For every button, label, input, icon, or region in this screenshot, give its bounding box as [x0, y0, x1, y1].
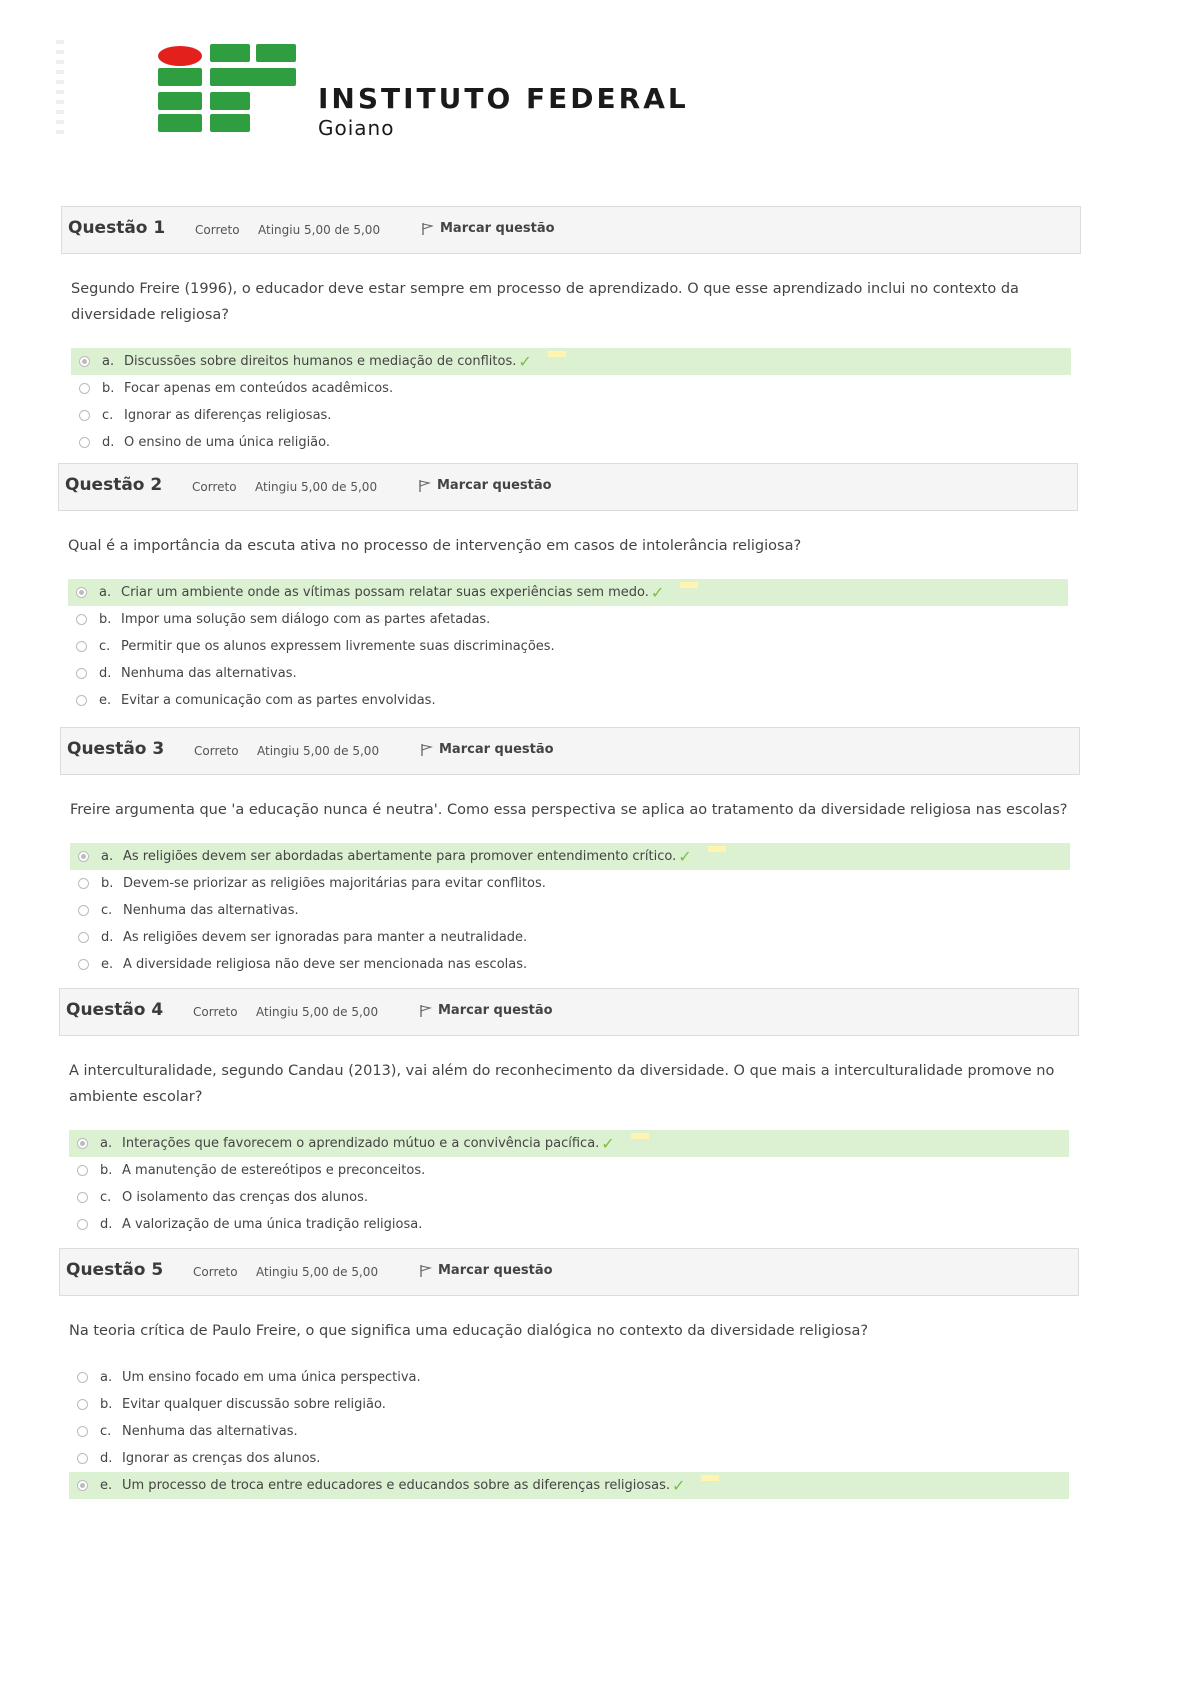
question-text: A interculturalidade, segundo Candau (2013), vai além do reconhecimento da diversidade. O que mais a interculturalidade promove no ambiente escolar? — [69, 1063, 1055, 1105]
answer-option[interactable] — [71, 348, 1071, 375]
answer-option[interactable] — [71, 375, 1071, 402]
radio-button[interactable] — [76, 668, 87, 679]
answer-option[interactable] — [71, 402, 1071, 429]
answer-option[interactable] — [71, 429, 1071, 456]
radio-button[interactable] — [78, 905, 89, 916]
option-text: Focar apenas em conteúdos acadêmicos. — [124, 381, 394, 396]
radio-button[interactable] — [77, 1399, 88, 1410]
option-letter: c. — [101, 903, 113, 918]
question-4 — [59, 988, 1079, 1238]
option-text: Permitir que os alunos expressem livremente suas discriminações. — [121, 639, 555, 654]
option-letter: e. — [101, 957, 114, 972]
answer-list — [58, 579, 1078, 714]
logo-mark-icon — [158, 44, 298, 132]
correct-check-icon: ✓ — [672, 1476, 686, 1495]
answer-option[interactable] — [68, 660, 1068, 687]
answer-option[interactable] — [69, 1211, 1069, 1238]
flag-question-button[interactable] — [420, 1263, 553, 1278]
flag-question-button[interactable] — [422, 221, 555, 236]
highlight-mark — [548, 351, 566, 357]
option-text: A diversidade religiosa não deve ser mencionada nas escolas. — [123, 957, 528, 972]
radio-button[interactable] — [77, 1165, 88, 1176]
radio-button[interactable] — [77, 1453, 88, 1464]
option-text: Nenhuma das alternativas. — [122, 1424, 298, 1439]
option-letter: e. — [99, 693, 112, 708]
answer-option[interactable] — [68, 579, 1068, 606]
radio-button[interactable] — [76, 641, 87, 652]
flag-icon — [422, 222, 434, 236]
option-text: Evitar qualquer discussão sobre religião. — [122, 1397, 386, 1412]
correct-check-icon: ✓ — [650, 583, 665, 602]
option-text: As religiões devem ser ignoradas para manter a neutralidade. — [123, 930, 528, 945]
flag-icon — [420, 1004, 432, 1018]
logo-subtitle: Goiano — [318, 116, 395, 140]
question-status: Correto — [194, 744, 239, 758]
option-letter: a. — [102, 354, 115, 369]
option-letter: d. — [100, 1217, 113, 1232]
option-text: As religiões devem ser abordadas abertamente para promover entendimento crítico. — [123, 849, 677, 864]
question-number: Questão 4 — [66, 1000, 164, 1020]
option-text: Discussões sobre direitos humanos e mediação de conflitos. — [124, 354, 517, 369]
question-3 — [60, 727, 1080, 978]
option-letter: c. — [102, 408, 114, 423]
logo-title: INSTITUTO FEDERAL — [318, 82, 689, 115]
radio-button[interactable] — [79, 437, 90, 448]
flag-icon — [421, 743, 433, 757]
radio-button[interactable] — [76, 614, 87, 625]
question-grade: Atingiu 5,00 de 5,00 — [258, 223, 381, 237]
option-letter: d. — [99, 666, 112, 681]
answer-option[interactable] — [68, 633, 1068, 660]
option-letter: a. — [100, 1136, 113, 1151]
option-letter: b. — [100, 1397, 113, 1412]
highlight-mark — [701, 1475, 719, 1481]
option-letter: a. — [100, 1370, 113, 1385]
question-header — [59, 988, 1079, 1036]
answer-option[interactable] — [70, 897, 1070, 924]
option-text: Impor uma solução sem diálogo com as partes afetadas. — [121, 612, 491, 627]
correct-check-icon: ✓ — [518, 352, 532, 371]
radio-button[interactable] — [77, 1138, 88, 1149]
flag-question-label: Marcar questão — [438, 1003, 553, 1018]
option-letter: e. — [100, 1478, 113, 1493]
question-status: Correto — [195, 223, 240, 237]
flag-icon — [420, 1264, 432, 1278]
question-grade: Atingiu 5,00 de 5,00 — [256, 1005, 379, 1019]
answer-option[interactable] — [69, 1418, 1069, 1445]
option-text: Um processo de troca entre educadores e educandos sobre as diferenças religiosas. — [122, 1478, 671, 1493]
question-status: Correto — [192, 480, 237, 494]
question-text: Freire argumenta que 'a educação nunca é neutra'. Como essa perspectiva se aplica ao tratamento da diversidade religiosa nas escolas? — [70, 802, 1068, 818]
option-text: Evitar a comunicação com as partes envolvidas. — [121, 693, 436, 708]
radio-button[interactable] — [77, 1480, 88, 1491]
option-text: Nenhuma das alternativas. — [123, 903, 299, 918]
answer-list — [59, 1364, 1079, 1499]
option-letter: d. — [102, 435, 115, 450]
answer-list — [59, 1130, 1079, 1238]
flag-question-label: Marcar questão — [439, 742, 554, 757]
radio-button[interactable] — [76, 587, 87, 598]
question-5 — [59, 1248, 1079, 1499]
answer-option[interactable] — [68, 606, 1068, 633]
option-text: Devem-se priorizar as religiões majoritárias para evitar conflitos. — [123, 876, 546, 891]
option-text: Nenhuma das alternativas. — [121, 666, 297, 681]
question-status: Correto — [193, 1005, 238, 1019]
question-2 — [58, 463, 1078, 714]
answer-option[interactable] — [69, 1445, 1069, 1472]
question-1 — [61, 206, 1081, 456]
correct-check-icon: ✓ — [678, 847, 692, 866]
radio-button[interactable] — [79, 383, 90, 394]
option-text: Interações que favorecem o aprendizado mútuo e a convivência pacífica. — [122, 1136, 600, 1151]
radio-button[interactable] — [78, 878, 89, 889]
option-letter: c. — [100, 1190, 112, 1205]
radio-button[interactable] — [78, 932, 89, 943]
question-status: Correto — [193, 1265, 238, 1279]
radio-button[interactable] — [77, 1192, 88, 1203]
question-grade: Atingiu 5,00 de 5,00 — [257, 744, 380, 758]
highlight-mark — [631, 1133, 649, 1139]
option-text: Ignorar as diferenças religiosas. — [124, 408, 332, 423]
answer-option[interactable] — [68, 687, 1068, 714]
radio-button[interactable] — [79, 356, 90, 367]
question-header — [59, 1248, 1079, 1296]
option-text: O isolamento das crenças dos alunos. — [122, 1190, 368, 1205]
answer-option[interactable] — [70, 924, 1070, 951]
radio-button[interactable] — [77, 1372, 88, 1383]
radio-button[interactable] — [77, 1219, 88, 1230]
answer-option[interactable] — [69, 1157, 1069, 1184]
answer-option[interactable] — [69, 1130, 1069, 1157]
option-text: Um ensino focado em uma única perspectiva. — [122, 1370, 421, 1385]
option-letter: b. — [99, 612, 112, 627]
question-header — [60, 727, 1080, 775]
radio-button[interactable] — [78, 851, 89, 862]
question-number: Questão 1 — [68, 218, 166, 238]
answer-option[interactable] — [69, 1472, 1069, 1499]
question-text: Qual é a importância da escuta ativa no processo de intervenção em casos de intolerância religiosa? — [68, 538, 802, 554]
option-text: Criar um ambiente onde as vítimas possam relatar suas experiências sem medo. — [121, 585, 649, 600]
question-header — [58, 463, 1078, 511]
question-grade: Atingiu 5,00 de 5,00 — [256, 1265, 379, 1279]
option-letter: c. — [100, 1424, 112, 1439]
radio-button[interactable] — [78, 959, 89, 970]
question-number: Questão 2 — [65, 475, 163, 495]
option-text: O ensino de uma única religião. — [124, 435, 331, 450]
margin-artifact — [56, 40, 64, 140]
option-letter: d. — [101, 930, 114, 945]
question-text: Segundo Freire (1996), o educador deve estar sempre em processo de aprendizado. O que esse aprendizado inclui no contexto da diversidade religiosa? — [71, 281, 1019, 323]
question-grade: Atingiu 5,00 de 5,00 — [255, 480, 378, 494]
option-letter: b. — [102, 381, 115, 396]
answer-option[interactable] — [69, 1364, 1069, 1391]
flag-question-label: Marcar questão — [437, 478, 552, 493]
radio-button[interactable] — [77, 1426, 88, 1437]
option-letter: b. — [100, 1163, 113, 1178]
flag-question-label: Marcar questão — [440, 221, 555, 236]
flag-question-button[interactable] — [419, 478, 552, 493]
question-number: Questão 3 — [67, 739, 165, 759]
option-text: Ignorar as crenças dos alunos. — [122, 1451, 321, 1466]
answer-list — [60, 843, 1080, 978]
question-header — [61, 206, 1081, 254]
option-text: A manutenção de estereótipos e preconceitos. — [122, 1163, 426, 1178]
flag-question-button[interactable] — [421, 742, 554, 757]
answer-option[interactable] — [70, 951, 1070, 978]
option-letter: a. — [101, 849, 114, 864]
option-letter: a. — [99, 585, 112, 600]
correct-check-icon: ✓ — [601, 1134, 615, 1153]
option-letter: c. — [99, 639, 111, 654]
option-letter: d. — [100, 1451, 113, 1466]
answer-option[interactable] — [69, 1184, 1069, 1211]
answer-option[interactable] — [70, 870, 1070, 897]
option-text: A valorização de uma única tradição religiosa. — [122, 1217, 423, 1232]
flag-icon — [419, 479, 431, 493]
question-number: Questão 5 — [66, 1260, 164, 1280]
option-letter: b. — [101, 876, 114, 891]
radio-button[interactable] — [76, 695, 87, 706]
highlight-mark — [680, 582, 698, 588]
flag-question-label: Marcar questão — [438, 1263, 553, 1278]
answer-option[interactable] — [69, 1391, 1069, 1418]
highlight-mark — [708, 846, 726, 852]
answer-list — [61, 348, 1081, 456]
question-text: Na teoria crítica de Paulo Freire, o que significa uma educação dialógica no contexto da diversidade religiosa? — [69, 1323, 869, 1339]
radio-button[interactable] — [79, 410, 90, 421]
answer-option[interactable] — [70, 843, 1070, 870]
flag-question-button[interactable] — [420, 1003, 553, 1018]
institution-logo — [158, 44, 878, 140]
